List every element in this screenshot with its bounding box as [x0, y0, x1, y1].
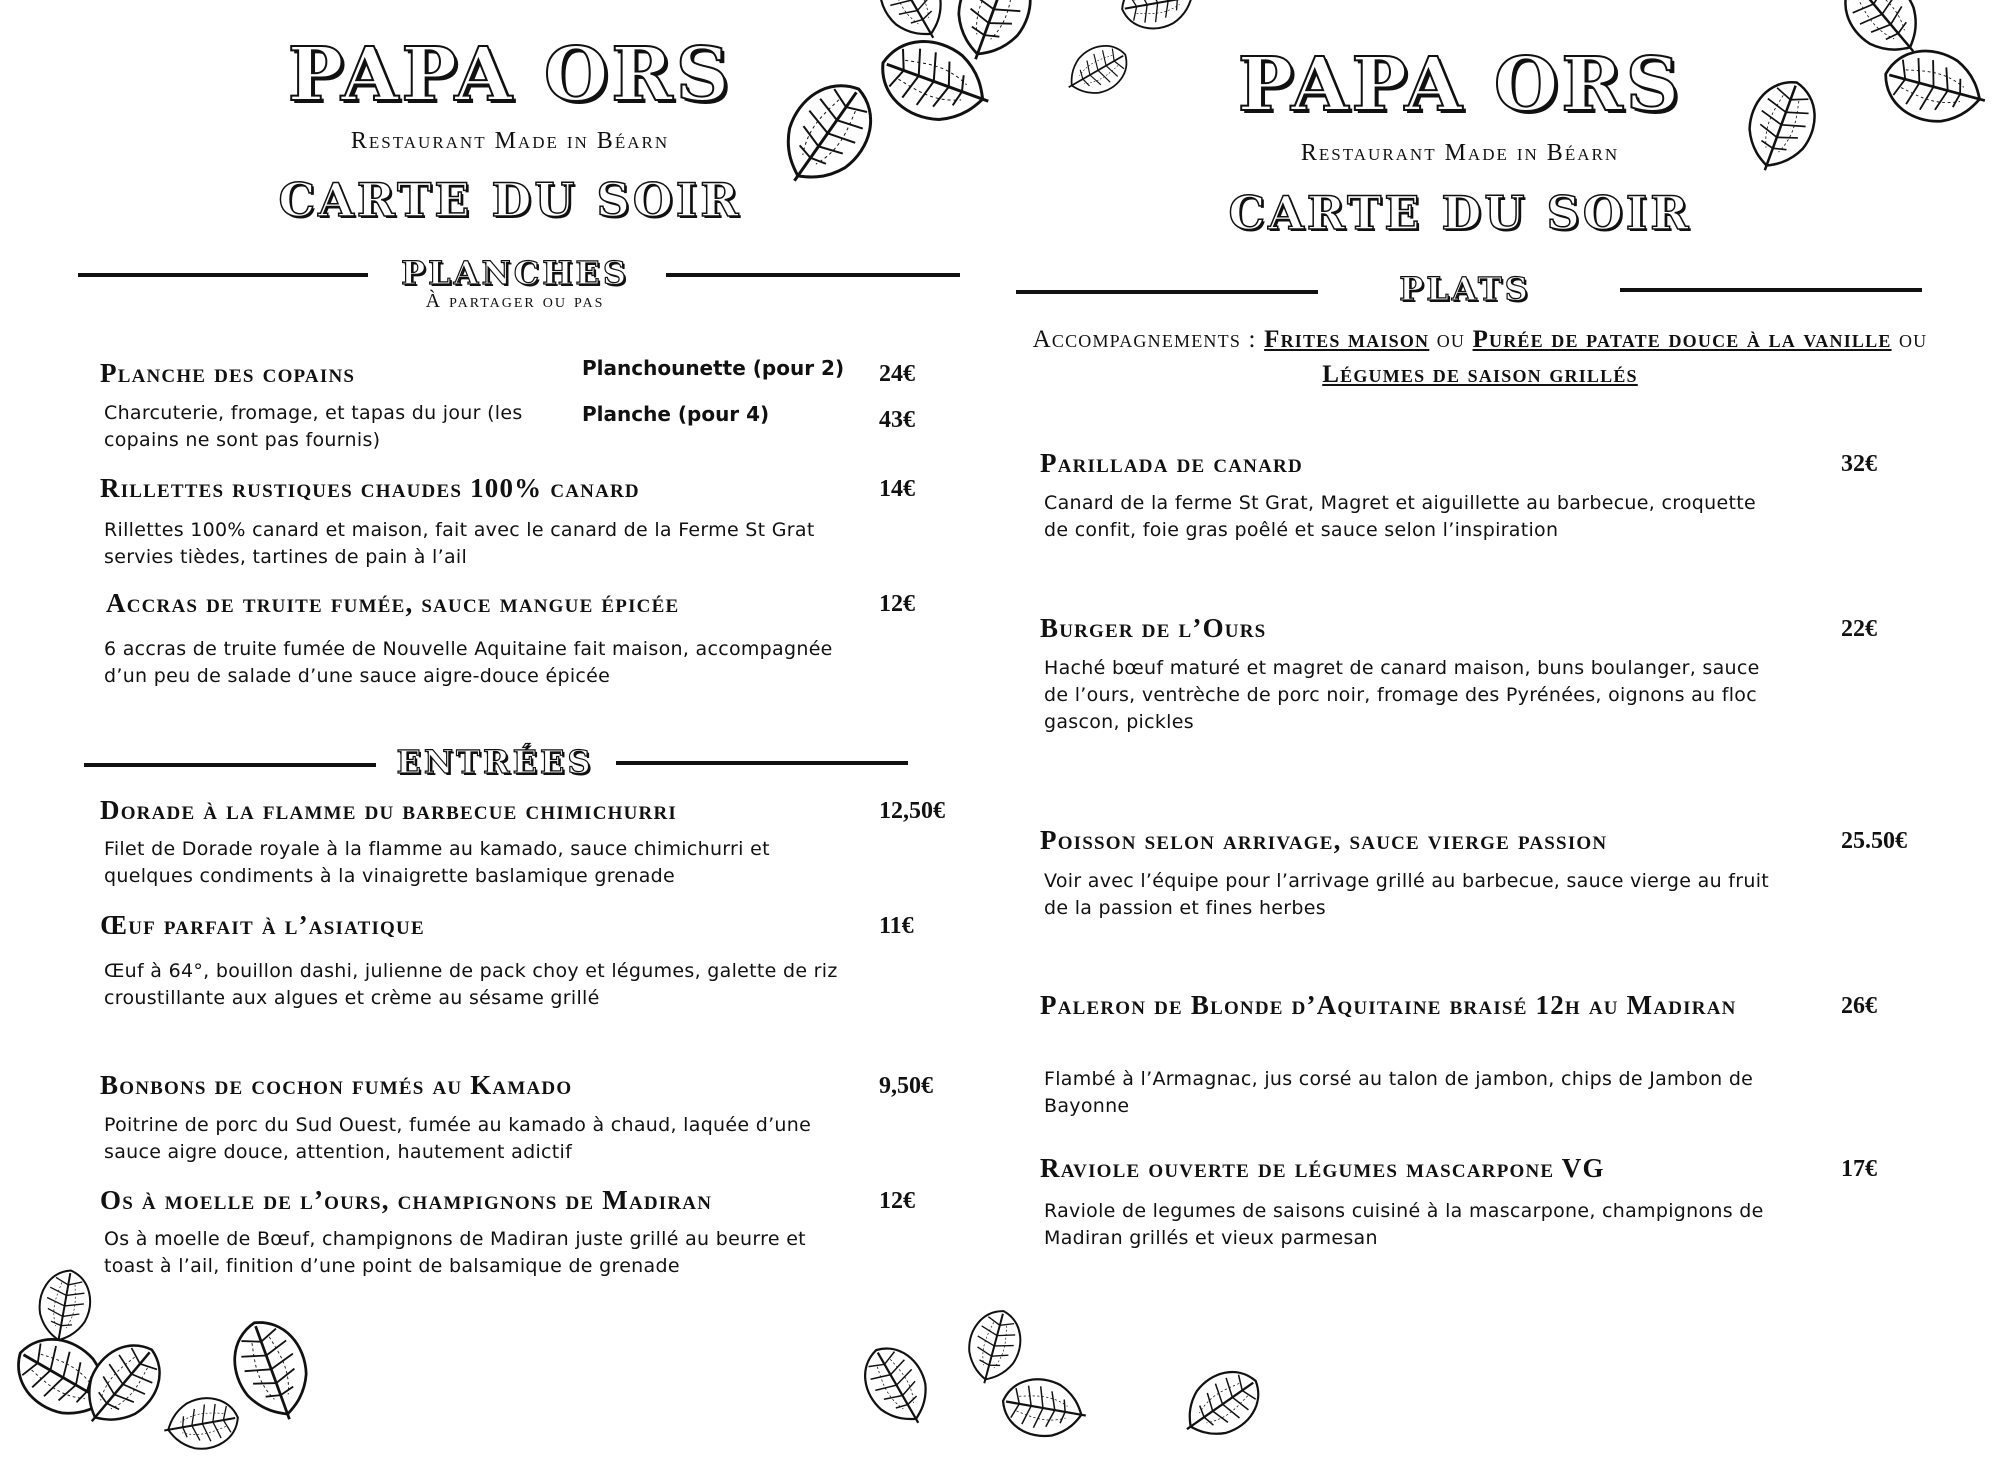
- dish-price: 12,50€: [879, 798, 945, 824]
- dish-price: 22€: [1841, 616, 1877, 642]
- dish-description: Haché bœuf maturé et magret de canard maison, buns boulanger, sauce de l’ours, ventrèche de porc noir, fromage des Pyrénées, oignons au floc gascon, pickles: [1044, 657, 1760, 733]
- dish-name: Burger de l’Ours: [1040, 613, 1267, 643]
- section-divider: [666, 273, 960, 277]
- section-title-entrees: ENTRÉES: [396, 743, 594, 781]
- section-title-planches: PLANCHES: [401, 254, 629, 292]
- side-dish-fries: Frites maison: [1264, 326, 1430, 353]
- dish-description: Poitrine de porc du Sud Ouest, fumée au kamado à chaud, laquée d’une sauce aigre douce, attention, hautement adictif: [104, 1114, 812, 1163]
- restaurant-subtitle: Restaurant Made in Béarn: [1300, 140, 1620, 166]
- side-dishes-label: Accompagnements :: [1032, 326, 1257, 353]
- dish-price: 11€: [879, 913, 914, 939]
- brand-title: PAPA ORS: [287, 32, 733, 118]
- section-divider: [84, 763, 376, 767]
- dish-name: Os à moelle de l’ours, champignons de Madiran: [100, 1185, 713, 1215]
- dish-description: Œuf à 64°, bouillon dashi, julienne de pack choy et légumes, galette de riz croustillante aux algues et crème au sésame grillé: [104, 960, 838, 1009]
- dish-description: 6 accras de truite fumée de Nouvelle Aquitaine fait maison, accompagnée d’un peu de salade d’une sauce aigre-douce épicée: [104, 638, 833, 687]
- leaf-illustration-icon: [1880, 40, 1980, 150]
- dish-description: Flambé à l’Armagnac, jus corsé au talon de jambon, chips de Jambon de Bayonne: [1044, 1068, 1754, 1117]
- leaf-illustration-icon: [860, 1345, 930, 1435]
- dish-name: Œuf parfait à l’asiatique: [100, 910, 425, 940]
- dish-price: 17€: [1841, 1156, 1877, 1182]
- option-price: 24€: [879, 361, 915, 387]
- dish-description: Os à moelle de Bœuf, champignons de Madiran juste grillé au beurre et toast à l’ail, finition d’une point de balsamique de grenade: [104, 1228, 806, 1277]
- dish-price: 12€: [879, 591, 915, 617]
- section-divider: [616, 761, 908, 765]
- dish-description: Voir avec l’équipe pour l’arrivage grillé au barbecue, sauce vierge au fruit de la passion et fines herbes: [1044, 870, 1770, 919]
- option-label: Planche (pour 4): [582, 402, 770, 426]
- dish-description: Charcuterie, fromage, et tapas du jour (les copains ne sont pas fournis): [104, 402, 523, 451]
- restaurant-subtitle: Restaurant Made in Béarn: [350, 128, 670, 154]
- leaf-illustration-icon: [1065, 40, 1135, 110]
- option-price: 43€: [879, 407, 915, 433]
- dish-description: Filet de Dorade royale à la flamme au kamado, sauce chimichurri et quelques condiments à la vinaigrette baslamique grenade: [104, 838, 770, 887]
- dish-name: Dorade à la flamme du barbecue chimichurri: [100, 795, 677, 825]
- dish-name: Raviole ouverte de légumes mascarpone VG: [1040, 1153, 1605, 1183]
- section-title-plats: PLATS: [1399, 270, 1531, 308]
- dish-price: 26€: [1841, 993, 1877, 1019]
- dish-name: Parillada de canard: [1040, 448, 1303, 478]
- leaf-illustration-icon: [1180, 1365, 1270, 1455]
- carte-title: CARTE DU SOIR: [1228, 186, 1692, 240]
- side-dish-separator: ou: [1898, 326, 1928, 353]
- dish-name: Accras de truite fumée, sauce mangue épicée: [106, 588, 680, 618]
- option-label: Planchounette (pour 2): [582, 356, 845, 380]
- leaf-illustration-icon: [950, 0, 1040, 70]
- leaf-illustration-icon: [160, 1390, 250, 1470]
- section-divider: [78, 273, 368, 277]
- section-divider: [1620, 288, 1922, 292]
- dish-name: Rillettes rustiques chaudes 100% canard: [100, 473, 640, 503]
- dish-price: 32€: [1841, 451, 1877, 477]
- dish-description: Canard de la ferme St Grat, Magret et aiguillette au barbecue, croquette de confit, foie gras poêlé et sauce selon l’inspiration: [1044, 492, 1756, 541]
- side-dish-vegetables: Légumes de saison grillés: [1322, 361, 1638, 388]
- side-dish-puree: Purée de patate douce à la vanille: [1472, 326, 1892, 353]
- dish-description: Raviole de legumes de saisons cuisiné à la mascarpone, champignons de Madiran grillés et vieux parmesan: [1044, 1200, 1764, 1249]
- section-subtitle-planches: À partager ou pas: [425, 290, 605, 312]
- dish-name: Paleron de Blonde d’Aquitaine braisé 12h au Madiran: [1040, 990, 1737, 1020]
- leaf-illustration-icon: [80, 1340, 170, 1440]
- leaf-illustration-icon: [985, 1370, 1095, 1460]
- dish-name: Poisson selon arrivage, sauce vierge passion: [1040, 825, 1608, 855]
- dish-price: 12€: [879, 1188, 915, 1214]
- side-dishes-line: [1030, 322, 1930, 392]
- dish-name: Bonbons de cochon fumés au Kamado: [100, 1070, 573, 1100]
- dish-description: Rillettes 100% canard et maison, fait avec le canard de la Ferme St Grat servies tièdes, tartines de pain à l’ail: [104, 519, 815, 568]
- brand-title: PAPA ORS: [1237, 42, 1683, 128]
- dish-price: 14€: [879, 476, 915, 502]
- carte-title: CARTE DU SOIR: [278, 173, 742, 227]
- side-dish-separator: ou: [1436, 326, 1466, 353]
- dish-price: 9,50€: [879, 1073, 933, 1099]
- section-divider: [1016, 290, 1318, 294]
- dish-price: 25.50€: [1841, 828, 1907, 854]
- dish-name: Planche des copains: [100, 358, 356, 388]
- leaf-illustration-icon: [875, 0, 945, 50]
